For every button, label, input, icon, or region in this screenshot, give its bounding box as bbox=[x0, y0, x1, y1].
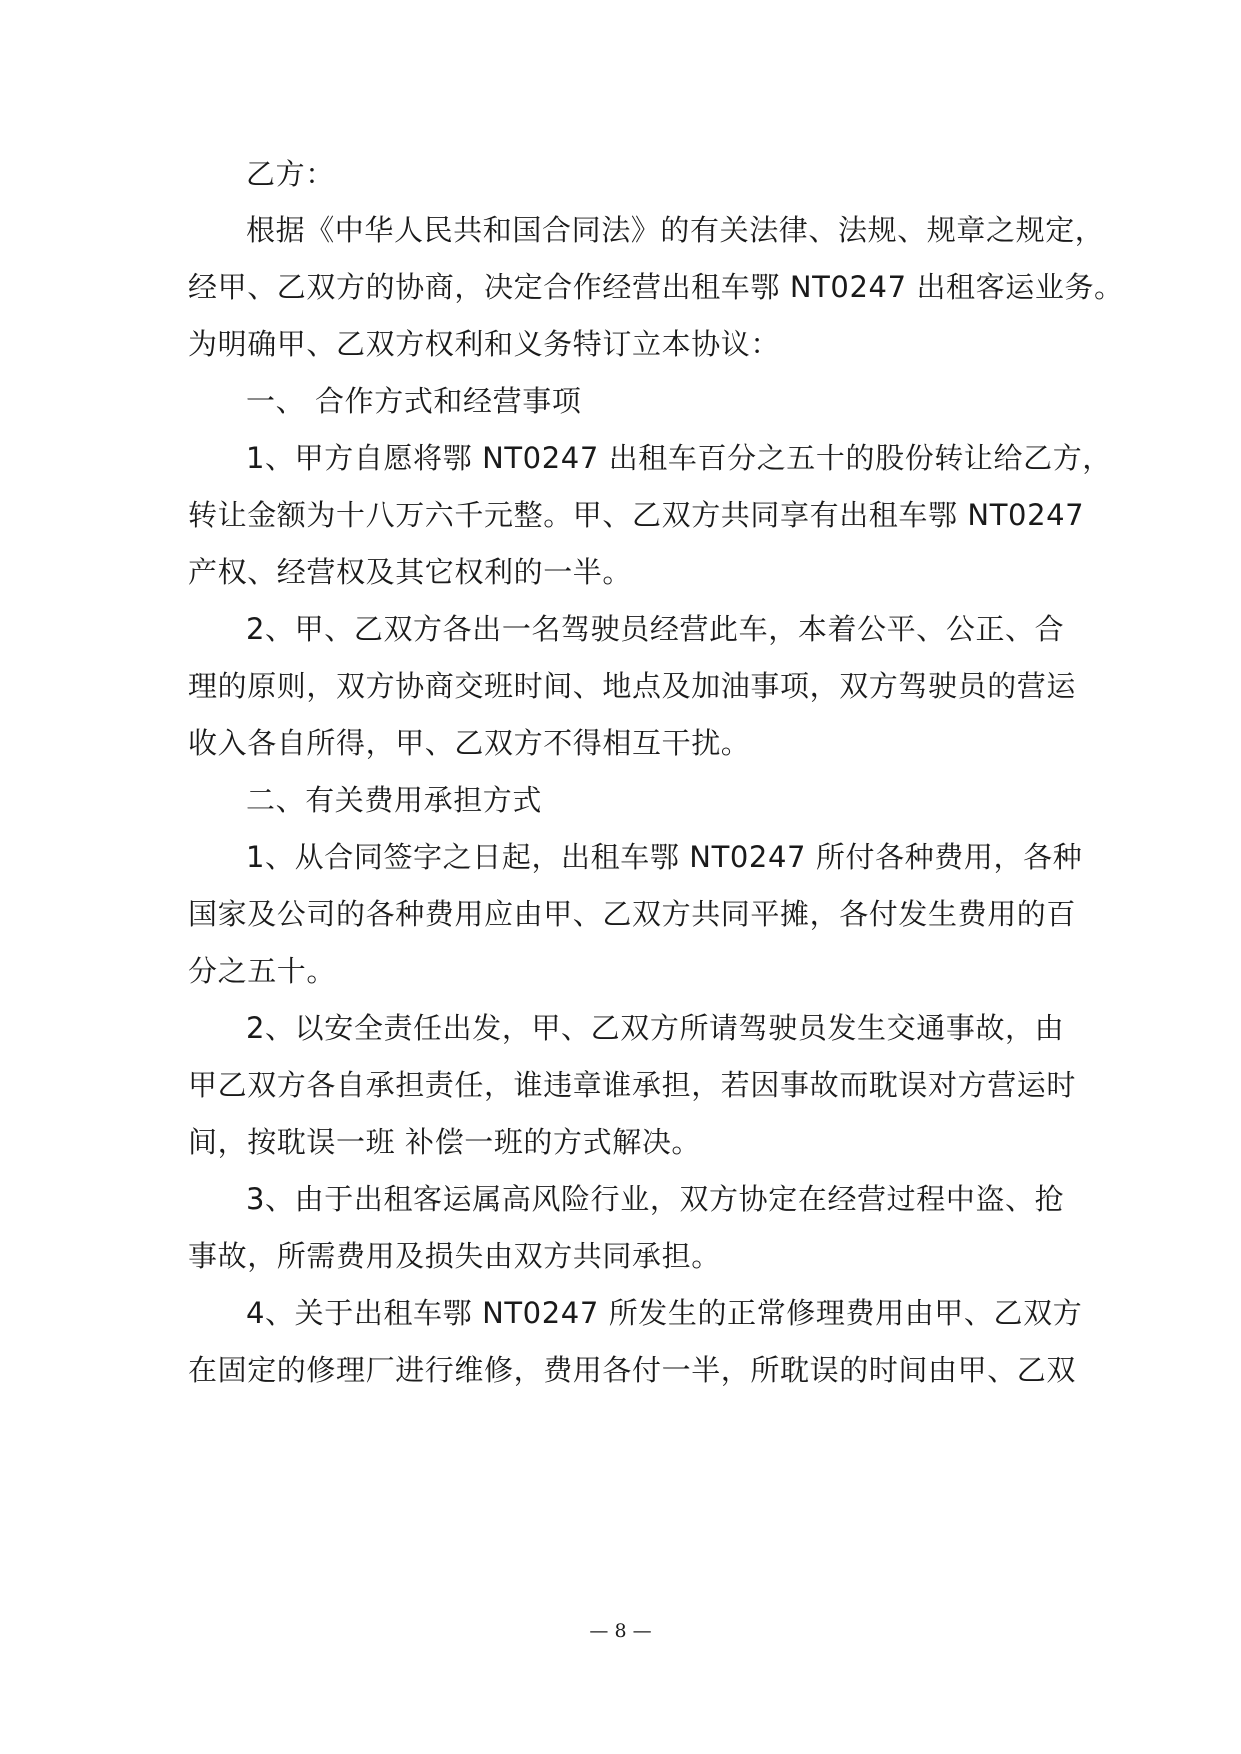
paragraph-line: 1、甲方自愿将鄂 NT0247 出租车百分之五十的股份转让给乙方， bbox=[246, 441, 1112, 475]
paragraph-line: 1、从合同签字之日起，出租车鄂 NT0247 所付各种费用，各种 bbox=[246, 840, 1083, 874]
paragraph-line: 事故，所需费用及损失由双方共同承担。 bbox=[188, 1239, 721, 1273]
paragraph-line: 2、甲、乙双方各出一名驾驶员经营此车，本着公平、公正、合 bbox=[246, 612, 1065, 646]
section-heading: 一、 合作方式和经营事项 bbox=[246, 384, 582, 418]
section-heading: 二、有关费用承担方式 bbox=[246, 783, 543, 817]
paragraph-line: 转让金额为十八万六千元整。甲、乙双方共同享有出租车鄂 NT0247 bbox=[188, 498, 1085, 532]
paragraph-line: 收入各自所得，甲、乙双方不得相互干扰。 bbox=[188, 726, 751, 760]
paragraph-line: 3、由于出租客运属高风险行业，双方协定在经营过程中盗、抢 bbox=[246, 1182, 1065, 1216]
paragraph-line: 为明确甲、乙双方权利和义务特订立本协议： bbox=[188, 327, 781, 361]
paragraph-line: 根据《中华人民共和国合同法》的有关法律、法规、规章之规定， bbox=[246, 213, 1105, 247]
paragraph-line: 甲乙双方各自承担责任，谁违章谁承担，若因事故而耽误对方营运时 bbox=[188, 1068, 1077, 1102]
paragraph-line: 分之五十。 bbox=[188, 954, 337, 988]
paragraph-line: 国家及公司的各种费用应由甲、乙双方共同平摊，各付发生费用的百 bbox=[188, 897, 1077, 931]
paragraph-line: 理的原则，双方协商交班时间、地点及加油事项，双方驾驶员的营运 bbox=[188, 669, 1077, 703]
party-b-label: 乙方： bbox=[246, 157, 335, 191]
paragraph-line: 经甲、乙双方的协商，决定合作经营出租车鄂 NT0247 出租客运业务。 bbox=[188, 270, 1124, 304]
page-number: — 8 — bbox=[589, 1620, 652, 1642]
paragraph-line: 在固定的修理厂进行维修，费用各付一半，所耽误的时间由甲、乙双 bbox=[188, 1353, 1077, 1387]
paragraph-line: 产权、经营权及其它权利的一半。 bbox=[188, 555, 633, 589]
paragraph-line: 2、以安全责任出发，甲、乙双方所请驾驶员发生交通事故，由 bbox=[246, 1011, 1065, 1045]
paragraph-line: 4、关于出租车鄂 NT0247 所发生的正常修理费用由甲、乙双方 bbox=[246, 1296, 1083, 1330]
paragraph-line: 间，按耽误一班 补偿一班的方式解决。 bbox=[188, 1125, 702, 1159]
